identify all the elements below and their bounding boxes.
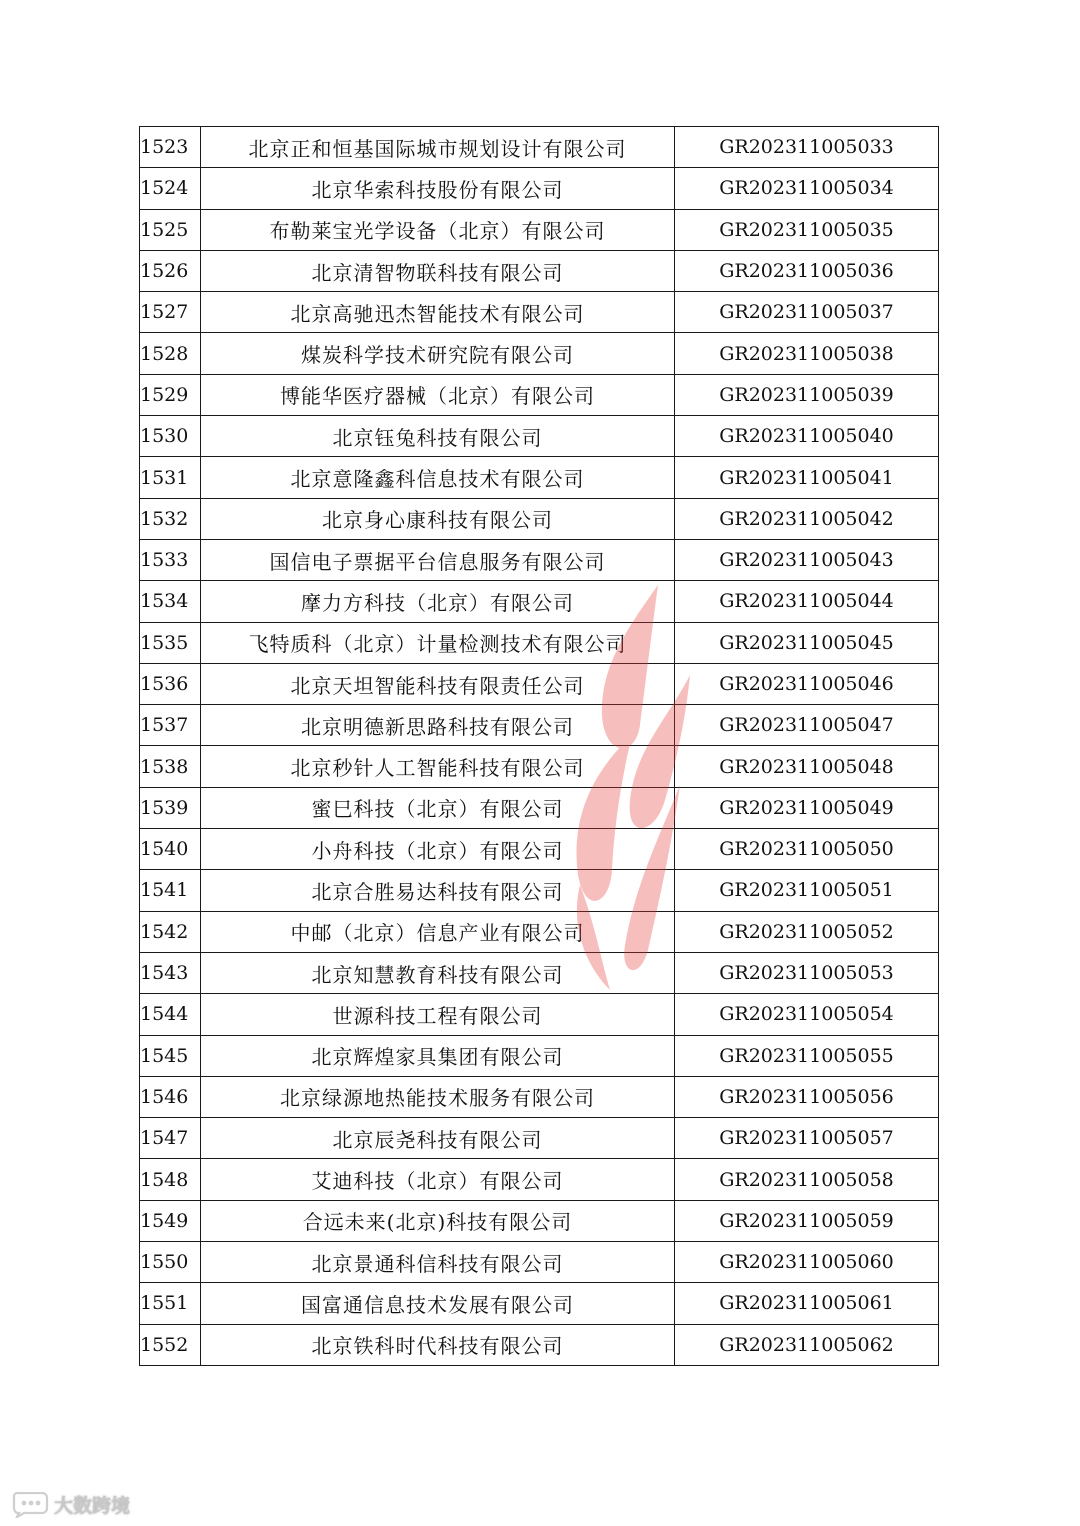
company-name: 北京辰尧科技有限公司: [201, 1118, 675, 1159]
table-row: [140, 1324, 939, 1365]
company-name: 布勒莱宝光学设备（北京）有限公司: [201, 209, 675, 250]
row-number: 1543: [140, 952, 201, 993]
certificate-code: GR202311005045: [675, 622, 939, 663]
table-row: [140, 1283, 939, 1324]
certificate-code: GR202311005057: [675, 1118, 939, 1159]
row-number: 1544: [140, 994, 201, 1035]
certificate-code: GR202311005042: [675, 498, 939, 539]
certificate-code: GR202311005055: [675, 1035, 939, 1076]
table-row: [140, 168, 939, 209]
company-name: 北京高驰迅杰智能技术有限公司: [201, 292, 675, 333]
table-row: [140, 1076, 939, 1117]
table-row: [140, 250, 939, 291]
company-name: 煤炭科学技术研究院有限公司: [201, 333, 675, 374]
table-row: [140, 374, 939, 415]
company-name: 北京景通科信科技有限公司: [201, 1242, 675, 1283]
row-number: 1524: [140, 168, 201, 209]
row-number: 1542: [140, 911, 201, 952]
row-number: 1546: [140, 1076, 201, 1117]
certificate-code: GR202311005039: [675, 374, 939, 415]
table-row: [140, 539, 939, 580]
company-name: 北京知慧教育科技有限公司: [201, 952, 675, 993]
certificate-code: GR202311005041: [675, 457, 939, 498]
certificate-code: GR202311005062: [675, 1324, 939, 1365]
company-name: 北京天坦智能科技有限责任公司: [201, 663, 675, 704]
row-number: 1533: [140, 539, 201, 580]
company-name: 合远未来(北京)科技有限公司: [201, 1200, 675, 1241]
company-name: 国富通信息技术发展有限公司: [201, 1283, 675, 1324]
certificate-code: GR202311005048: [675, 746, 939, 787]
row-number: 1547: [140, 1118, 201, 1159]
table-row: [140, 952, 939, 993]
table-row: [140, 746, 939, 787]
row-number: 1530: [140, 416, 201, 457]
company-name: 北京铁科时代科技有限公司: [201, 1324, 675, 1365]
company-name: 飞特质科（北京）计量检测技术有限公司: [201, 622, 675, 663]
certificate-code: GR202311005052: [675, 911, 939, 952]
certificate-code: GR202311005058: [675, 1159, 939, 1200]
certificate-code: GR202311005053: [675, 952, 939, 993]
table-row: [140, 209, 939, 250]
company-name: 北京钰兔科技有限公司: [201, 416, 675, 457]
table-row: [140, 581, 939, 622]
row-number: 1532: [140, 498, 201, 539]
certificate-code: GR202311005059: [675, 1200, 939, 1241]
row-number: 1531: [140, 457, 201, 498]
table-row: [140, 829, 939, 870]
row-number: 1523: [140, 127, 201, 168]
company-name: 中邮（北京）信息产业有限公司: [201, 911, 675, 952]
certificate-code: GR202311005044: [675, 581, 939, 622]
row-number: 1545: [140, 1035, 201, 1076]
table-row: [140, 994, 939, 1035]
company-name: 蜜巳科技（北京）有限公司: [201, 787, 675, 828]
row-number: 1527: [140, 292, 201, 333]
certificate-code: GR202311005036: [675, 250, 939, 291]
table-row: [140, 1159, 939, 1200]
certificate-code: GR202311005060: [675, 1242, 939, 1283]
company-name: 北京意隆鑫科信息技术有限公司: [201, 457, 675, 498]
row-number: 1535: [140, 622, 201, 663]
row-number: 1550: [140, 1242, 201, 1283]
certificate-code: GR202311005043: [675, 539, 939, 580]
company-name: 博能华医疗器械（北京）有限公司: [201, 374, 675, 415]
row-number: 1548: [140, 1159, 201, 1200]
table-row: [140, 498, 939, 539]
row-number: 1541: [140, 870, 201, 911]
enterprise-table: [139, 126, 939, 1366]
table-row: [140, 622, 939, 663]
certificate-code: GR202311005047: [675, 705, 939, 746]
row-number: 1539: [140, 787, 201, 828]
table-row: [140, 911, 939, 952]
table-row: [140, 1242, 939, 1283]
certificate-code: GR202311005046: [675, 663, 939, 704]
table-row: [140, 292, 939, 333]
certificate-code: GR202311005061: [675, 1283, 939, 1324]
company-name: 北京合胜易达科技有限公司: [201, 870, 675, 911]
row-number: 1529: [140, 374, 201, 415]
table-row: [140, 1035, 939, 1076]
company-name: 北京秒针人工智能科技有限公司: [201, 746, 675, 787]
table-row: [140, 457, 939, 498]
table-row: [140, 127, 939, 168]
row-number: 1549: [140, 1200, 201, 1241]
company-name: 国信电子票据平台信息服务有限公司: [201, 539, 675, 580]
speech-bubble-icon: [10, 1492, 50, 1518]
company-name: 北京华索科技股份有限公司: [201, 168, 675, 209]
certificate-code: GR202311005034: [675, 168, 939, 209]
certificate-code: GR202311005038: [675, 333, 939, 374]
table-row: [140, 1200, 939, 1241]
row-number: 1538: [140, 746, 201, 787]
company-name: 小舟科技（北京）有限公司: [201, 829, 675, 870]
row-number: 1540: [140, 829, 201, 870]
certificate-code: GR202311005035: [675, 209, 939, 250]
enterprise-table-body: [140, 127, 939, 1366]
certificate-code: GR202311005054: [675, 994, 939, 1035]
table-row: [140, 787, 939, 828]
company-name: 世源科技工程有限公司: [201, 994, 675, 1035]
company-name: 北京明德新思路科技有限公司: [201, 705, 675, 746]
table-row: [140, 1118, 939, 1159]
row-number: 1551: [140, 1283, 201, 1324]
row-number: 1526: [140, 250, 201, 291]
table-row: [140, 333, 939, 374]
row-number: 1525: [140, 209, 201, 250]
certificate-code: GR202311005051: [675, 870, 939, 911]
certificate-code: GR202311005056: [675, 1076, 939, 1117]
row-number: 1552: [140, 1324, 201, 1365]
table-row: [140, 870, 939, 911]
table-row: [140, 663, 939, 704]
brand-text: 大数跨境: [54, 1495, 131, 1517]
company-name: 摩力方科技（北京）有限公司: [201, 581, 675, 622]
company-name: 北京辉煌家具集团有限公司: [201, 1035, 675, 1076]
company-name: 北京清智物联科技有限公司: [201, 250, 675, 291]
certificate-code: GR202311005050: [675, 829, 939, 870]
row-number: 1534: [140, 581, 201, 622]
table-row: [140, 416, 939, 457]
row-number: 1536: [140, 663, 201, 704]
company-name: 艾迪科技（北京）有限公司: [201, 1159, 675, 1200]
certificate-code: GR202311005040: [675, 416, 939, 457]
certificate-code: GR202311005033: [675, 127, 939, 168]
company-name: 北京身心康科技有限公司: [201, 498, 675, 539]
row-number: 1528: [140, 333, 201, 374]
row-number: 1537: [140, 705, 201, 746]
company-name: 北京正和恒基国际城市规划设计有限公司: [201, 127, 675, 168]
certificate-code: GR202311005049: [675, 787, 939, 828]
company-name: 北京绿源地热能技术服务有限公司: [201, 1076, 675, 1117]
certificate-code: GR202311005037: [675, 292, 939, 333]
brand-watermark: [10, 1491, 130, 1518]
table-row: [140, 705, 939, 746]
